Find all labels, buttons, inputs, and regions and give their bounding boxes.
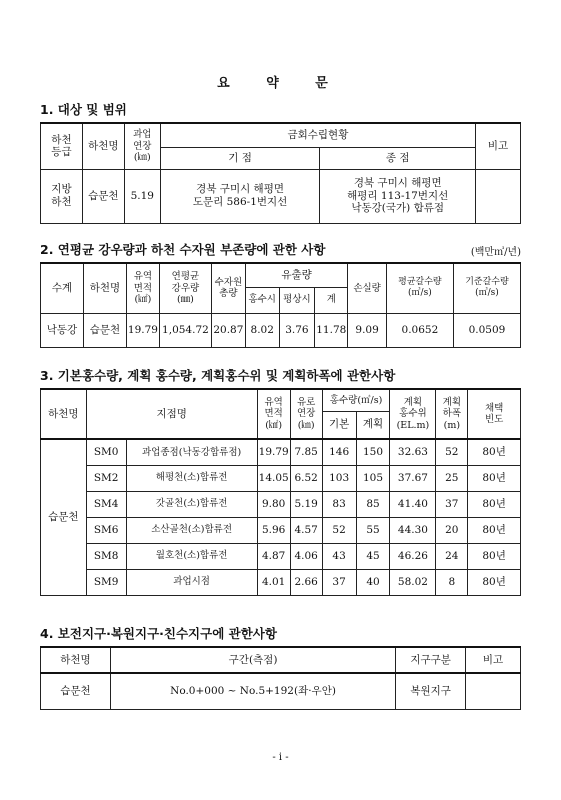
cell: 습문천 bbox=[83, 313, 126, 347]
resource-table bbox=[40, 262, 521, 348]
cell: SM4 bbox=[86, 491, 126, 517]
h-flow: 홍수량(㎥/s) bbox=[322, 389, 390, 411]
cell: 월호천(소)합류전 bbox=[126, 543, 257, 569]
cell: 37.67 bbox=[390, 465, 436, 491]
cell: SM2 bbox=[86, 465, 126, 491]
section-3-heading: 3. 기본홍수량, 계획 홍수량, 계획홍수위 및 계획하폭에 관한사항 bbox=[40, 368, 396, 383]
table-row bbox=[41, 673, 521, 709]
cell-name: 습문천 bbox=[82, 169, 124, 223]
section-1-heading: 1. 대상 및 범위 bbox=[40, 102, 127, 117]
h-total: 수자원 총량 bbox=[211, 263, 245, 313]
h-runoff: 유출량 bbox=[245, 263, 347, 287]
h-sum: 계 bbox=[315, 287, 348, 313]
cell: 7.85 bbox=[290, 439, 322, 465]
cell-range: No.0+000 ~ No.5+192(좌·우안) bbox=[110, 673, 395, 709]
cell: 37 bbox=[436, 491, 468, 517]
cell: 150 bbox=[356, 439, 390, 465]
h-normal: 평상시 bbox=[279, 287, 315, 313]
cell: 58.02 bbox=[390, 569, 436, 595]
cell: 3.76 bbox=[279, 313, 315, 347]
cell: 1,054.72 bbox=[159, 313, 211, 347]
cell: 낙동강 bbox=[41, 313, 84, 347]
h-loss: 손실량 bbox=[348, 263, 387, 313]
h-note: 비고 bbox=[466, 647, 521, 673]
cell: 5.19 bbox=[290, 491, 322, 517]
cell: 46.26 bbox=[390, 543, 436, 569]
cell: 11.78 bbox=[315, 313, 348, 347]
cell: SM8 bbox=[86, 543, 126, 569]
cell: 4.06 bbox=[290, 543, 322, 569]
cell: 52 bbox=[322, 517, 356, 543]
cell: 4.57 bbox=[290, 517, 322, 543]
cell: 80년 bbox=[468, 517, 521, 543]
table-row bbox=[41, 491, 521, 517]
cell-note bbox=[466, 673, 521, 709]
header-end: 종 점 bbox=[320, 147, 476, 169]
cell: 과업종점(낙동강합류점) bbox=[126, 439, 257, 465]
table-row bbox=[41, 313, 521, 347]
table-row bbox=[41, 465, 521, 491]
cell: 8 bbox=[436, 569, 468, 595]
cell: 80년 bbox=[468, 439, 521, 465]
cell-end: 경북 구미시 해평면 해평리 113-17번지선 낙동강(국가) 합류점 bbox=[320, 169, 476, 223]
cell: SM6 bbox=[86, 517, 126, 543]
h-name: 하천명 bbox=[41, 647, 111, 673]
cell: 14.05 bbox=[257, 465, 290, 491]
cell-name: 습문천 bbox=[41, 673, 111, 709]
flood-table bbox=[40, 388, 521, 596]
h-base: 기본 bbox=[322, 411, 356, 439]
scope-table bbox=[40, 122, 521, 224]
h-base-dry: 기준갈수량 (㎥/s) bbox=[453, 263, 520, 313]
h-point: 지점명 bbox=[86, 389, 257, 439]
cell: 2.66 bbox=[290, 569, 322, 595]
cell: 80년 bbox=[468, 569, 521, 595]
h-basin: 수계 bbox=[41, 263, 84, 313]
cell: 0.0652 bbox=[386, 313, 453, 347]
cell: SM9 bbox=[86, 569, 126, 595]
h-level: 계획 홍수위 (EL.m) bbox=[390, 389, 436, 439]
zone-table bbox=[40, 646, 521, 710]
h-len: 유로 연장 (㎞) bbox=[290, 389, 322, 439]
table-row bbox=[41, 543, 521, 569]
h-area: 유역 면적 (㎢) bbox=[257, 389, 290, 439]
header-start: 기 점 bbox=[160, 147, 320, 169]
cell: 40 bbox=[356, 569, 390, 595]
cell: 갓골천(소)합류전 bbox=[126, 491, 257, 517]
header-level: 하천 등급 bbox=[41, 123, 83, 169]
cell: 5.96 bbox=[257, 517, 290, 543]
cell-note bbox=[476, 169, 521, 223]
cell: 20 bbox=[436, 517, 468, 543]
cell: 9.80 bbox=[257, 491, 290, 517]
header-length: 과업 연장 (㎞) bbox=[124, 123, 160, 169]
cell: 과업시점 bbox=[126, 569, 257, 595]
h-name: 하천명 bbox=[41, 389, 87, 439]
cell-zone: 복원지구 bbox=[396, 673, 466, 709]
river-name: 습문천 bbox=[41, 439, 87, 595]
cell: 103 bbox=[322, 465, 356, 491]
cell: 8.02 bbox=[245, 313, 279, 347]
h-avg-dry: 평균갈수량 (㎥/s) bbox=[386, 263, 453, 313]
cell: 44.30 bbox=[390, 517, 436, 543]
section-4-heading: 4. 보전지구·복원지구·친수지구에 관한사항 bbox=[40, 626, 277, 641]
table-row bbox=[41, 517, 521, 543]
h-area: 유역 면적 (㎢) bbox=[126, 263, 159, 313]
cell: 24 bbox=[436, 543, 468, 569]
table-row bbox=[41, 439, 521, 465]
cell: 43 bbox=[322, 543, 356, 569]
cell: SM0 bbox=[86, 439, 126, 465]
h-rain: 연평균 강우량 (㎜) bbox=[159, 263, 211, 313]
table-row bbox=[41, 569, 521, 595]
cell: 9.09 bbox=[348, 313, 387, 347]
h-plan: 계획 bbox=[356, 411, 390, 439]
page-title: 요 약 문 bbox=[217, 76, 344, 91]
cell: 85 bbox=[356, 491, 390, 517]
h-name: 하천명 bbox=[83, 263, 126, 313]
cell: 4.87 bbox=[257, 543, 290, 569]
cell: 52 bbox=[436, 439, 468, 465]
cell: 소산골천(소)합류전 bbox=[126, 517, 257, 543]
cell: 83 bbox=[322, 491, 356, 517]
cell: 25 bbox=[436, 465, 468, 491]
header-status: 금회수립현황 bbox=[160, 123, 475, 147]
page-number: - i - bbox=[272, 752, 289, 763]
header-note: 비고 bbox=[476, 123, 521, 169]
cell: 55 bbox=[356, 517, 390, 543]
cell: 20.87 bbox=[211, 313, 245, 347]
cell-level: 지방 하천 bbox=[41, 169, 83, 223]
cell: 0.0509 bbox=[453, 313, 520, 347]
header-name: 하천명 bbox=[82, 123, 124, 169]
unit-label: (백만㎥/년) bbox=[470, 247, 521, 258]
cell: 32.63 bbox=[390, 439, 436, 465]
cell-length: 5.19 bbox=[124, 169, 160, 223]
cell: 19.79 bbox=[126, 313, 159, 347]
cell: 해평천(소)합류전 bbox=[126, 465, 257, 491]
cell: 80년 bbox=[468, 491, 521, 517]
section-2-heading: 2. 연평균 강우량과 하천 수자원 부존량에 관한 사항 bbox=[40, 242, 326, 257]
cell: 45 bbox=[356, 543, 390, 569]
cell: 19.79 bbox=[257, 439, 290, 465]
h-range: 구간(측점) bbox=[110, 647, 395, 673]
h-zone: 지구구분 bbox=[396, 647, 466, 673]
h-freq: 채택 빈도 bbox=[468, 389, 521, 439]
cell: 6.52 bbox=[290, 465, 322, 491]
cell: 4.01 bbox=[257, 569, 290, 595]
h-flood: 홍수시 bbox=[245, 287, 279, 313]
cell: 41.40 bbox=[390, 491, 436, 517]
cell: 146 bbox=[322, 439, 356, 465]
cell: 105 bbox=[356, 465, 390, 491]
cell: 80년 bbox=[468, 543, 521, 569]
h-width: 계획 하폭 (m) bbox=[436, 389, 468, 439]
cell: 80년 bbox=[468, 465, 521, 491]
cell-start: 경북 구미시 해평면 도문리 586-1번지선 bbox=[160, 169, 320, 223]
cell: 37 bbox=[322, 569, 356, 595]
